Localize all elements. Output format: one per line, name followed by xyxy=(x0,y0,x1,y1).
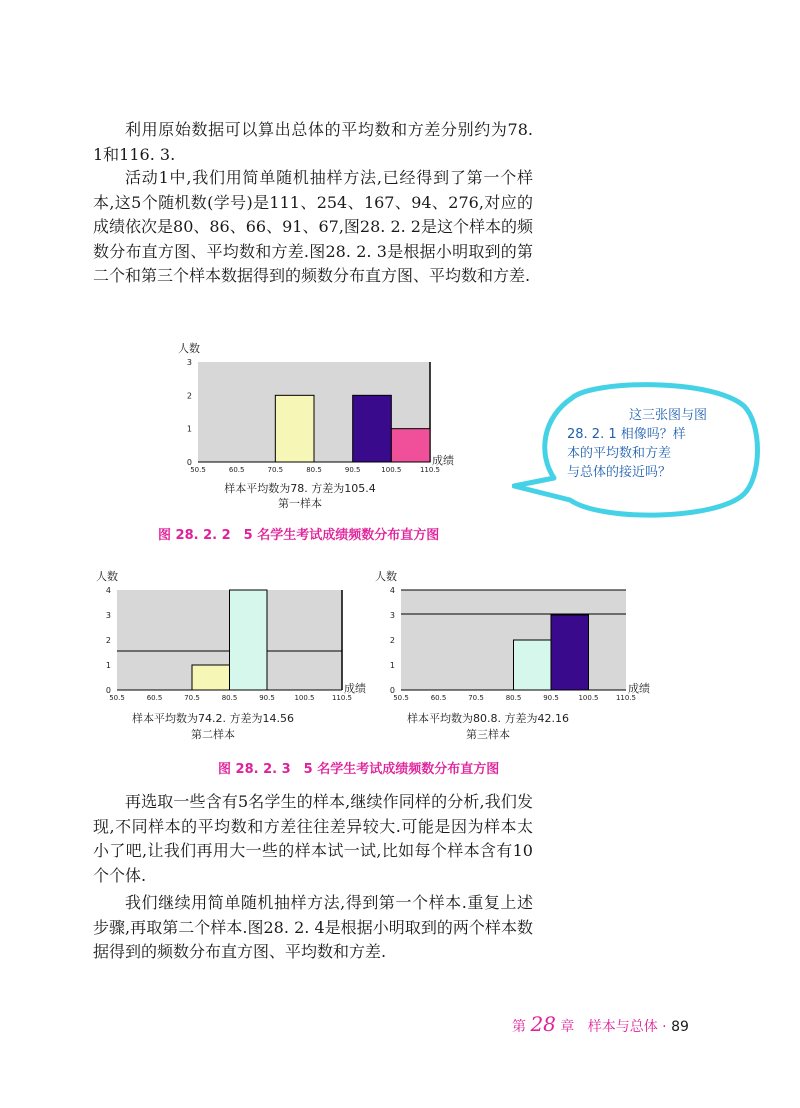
x-tick-label: 60.5 xyxy=(430,694,447,702)
y-tick-label: 3 xyxy=(105,611,111,620)
y-axis-label: 人数 xyxy=(178,342,200,355)
figure-caption-28-2-3: 图 28. 2. 3 5 名学生考试成绩频数分布直方图 xyxy=(218,762,500,777)
histogram-bar-1 xyxy=(275,395,314,462)
page-footer xyxy=(512,1012,689,1036)
histogram-bar-2 xyxy=(353,395,392,462)
y-tick-label: 4 xyxy=(389,586,395,595)
x-tick-label: 90.5 xyxy=(344,466,361,474)
y-tick-label: 1 xyxy=(105,661,111,670)
y-tick-label: 3 xyxy=(186,358,192,367)
chart-subtitle: 样本平均数为78. 方差为105.4 xyxy=(224,482,376,495)
x-tick-label: 110.5 xyxy=(419,466,441,474)
y-tick-label: 1 xyxy=(389,661,395,670)
figure-caption-28-2-2: 图 28. 2. 2 5 名学生考试成绩频数分布直方图 xyxy=(158,528,440,543)
x-tick-label: 70.5 xyxy=(468,694,484,702)
thought-bubble-text xyxy=(567,406,707,482)
y-tick-label: 0 xyxy=(389,686,395,695)
histogram-bar-1 xyxy=(514,640,552,690)
y-axis-label: 人数 xyxy=(375,570,397,583)
x-tick-label: 70.5 xyxy=(267,466,284,474)
x-tick-label: 50.5 xyxy=(190,466,206,474)
y-tick-label: 1 xyxy=(186,424,192,434)
bubble-line-2: 28. 2. 1 相像吗？样 xyxy=(567,427,686,442)
x-tick-label: 60.5 xyxy=(228,466,245,474)
y-axis-label: 人数 xyxy=(96,570,118,583)
bubble-line-1: 这三张图与图 xyxy=(628,408,707,423)
paragraph-3: 再选取一些含有5名学生的样本,继续作同样的分析,我们发现,不同样本的平均数和方差往往差异较大.可能是因为样本太小了吧,让我们再用大一些的样本试一试,比如每个样本含有10个个体. xyxy=(93,792,533,885)
y-tick-label: 2 xyxy=(389,636,395,645)
histogram-bar-2 xyxy=(230,590,268,690)
x-tick-label: 100.5 xyxy=(578,694,599,702)
paragraph-2: 活动1中,我们用简单随机抽样方法,已经得到了第一个样本,这5个随机数(学号)是111、254、167、94、276,对应的成绩依次是80、86、66、91、67,图28. 2. 2是这个样本的频数分布直方图、平均数和方差.图28. 2. 3是根据小明取到的第二个和第三个样本数据得到的频数分布直方图、平均数和方差. xyxy=(93,168,533,285)
bubble-line-4: 与总体的接近吗？ xyxy=(567,465,672,480)
y-tick-label: 0 xyxy=(186,458,192,467)
chapter-suffix: 章 xyxy=(560,1019,575,1035)
x-tick-label: 70.5 xyxy=(184,694,200,702)
x-tick-label: 80.5 xyxy=(221,694,238,702)
x-tick-label: 100.5 xyxy=(294,694,315,702)
x-tick-label: 90.5 xyxy=(543,694,559,702)
y-tick-label: 0 xyxy=(105,686,111,695)
x-tick-label: 50.5 xyxy=(393,694,409,702)
chart-subtitle: 样本平均数为80.8. 方差为42.16 xyxy=(407,712,569,725)
x-tick-label: 110.5 xyxy=(615,694,637,702)
bubble-line-3: 本的平均数和方差 xyxy=(567,446,672,461)
x-tick-label: 80.5 xyxy=(306,466,322,474)
x-axis-label: 成绩 xyxy=(628,682,650,695)
chapter-title: 样本与总体 xyxy=(587,1019,658,1035)
y-tick-label: 2 xyxy=(105,636,111,645)
histogram-bar-1 xyxy=(192,665,230,690)
histogram-bar-2 xyxy=(551,615,589,690)
x-tick-label: 50.5 xyxy=(109,694,125,702)
y-tick-label: 3 xyxy=(389,611,395,620)
histogram-sample-2 xyxy=(90,568,390,748)
x-axis-label: 成绩 xyxy=(344,682,366,695)
chart-title: 第三样本 xyxy=(466,728,510,741)
y-tick-label: 4 xyxy=(105,586,111,595)
footer-separator: · xyxy=(662,1019,667,1035)
x-tick-label: 100.5 xyxy=(381,466,402,474)
page-number: 89 xyxy=(671,1019,689,1035)
x-tick-label: 60.5 xyxy=(146,694,163,702)
chart-title: 第一样本 xyxy=(278,497,322,510)
y-tick-label: 2 xyxy=(186,391,192,401)
chart-title: 第二样本 xyxy=(191,728,235,741)
paragraph-1: 利用原始数据可以算出总体的平均数和方差分别约为78. 1和116. 3. xyxy=(93,120,533,164)
chart-subtitle: 样本平均数为74.2. 方差为14.56 xyxy=(132,712,294,725)
histogram-sample-3 xyxy=(375,568,675,748)
x-tick-label: 110.5 xyxy=(331,694,353,702)
histogram-sample-1 xyxy=(170,340,470,520)
x-axis-label: 成绩 xyxy=(432,454,454,467)
chapter-prefix: 第 xyxy=(512,1019,526,1035)
x-tick-label: 90.5 xyxy=(259,694,275,702)
chapter-number: 28 xyxy=(530,1012,556,1036)
paragraph-4: 我们继续用简单随机抽样方法,得到第一个样本.重复上述步骤,再取第二个样本.图28. 2. 4是根据小明取到的两个样本数据得到的频数分布直方图、平均数和方差. xyxy=(93,893,533,961)
x-tick-label: 80.5 xyxy=(505,694,522,702)
histogram-bar-3 xyxy=(391,429,430,462)
